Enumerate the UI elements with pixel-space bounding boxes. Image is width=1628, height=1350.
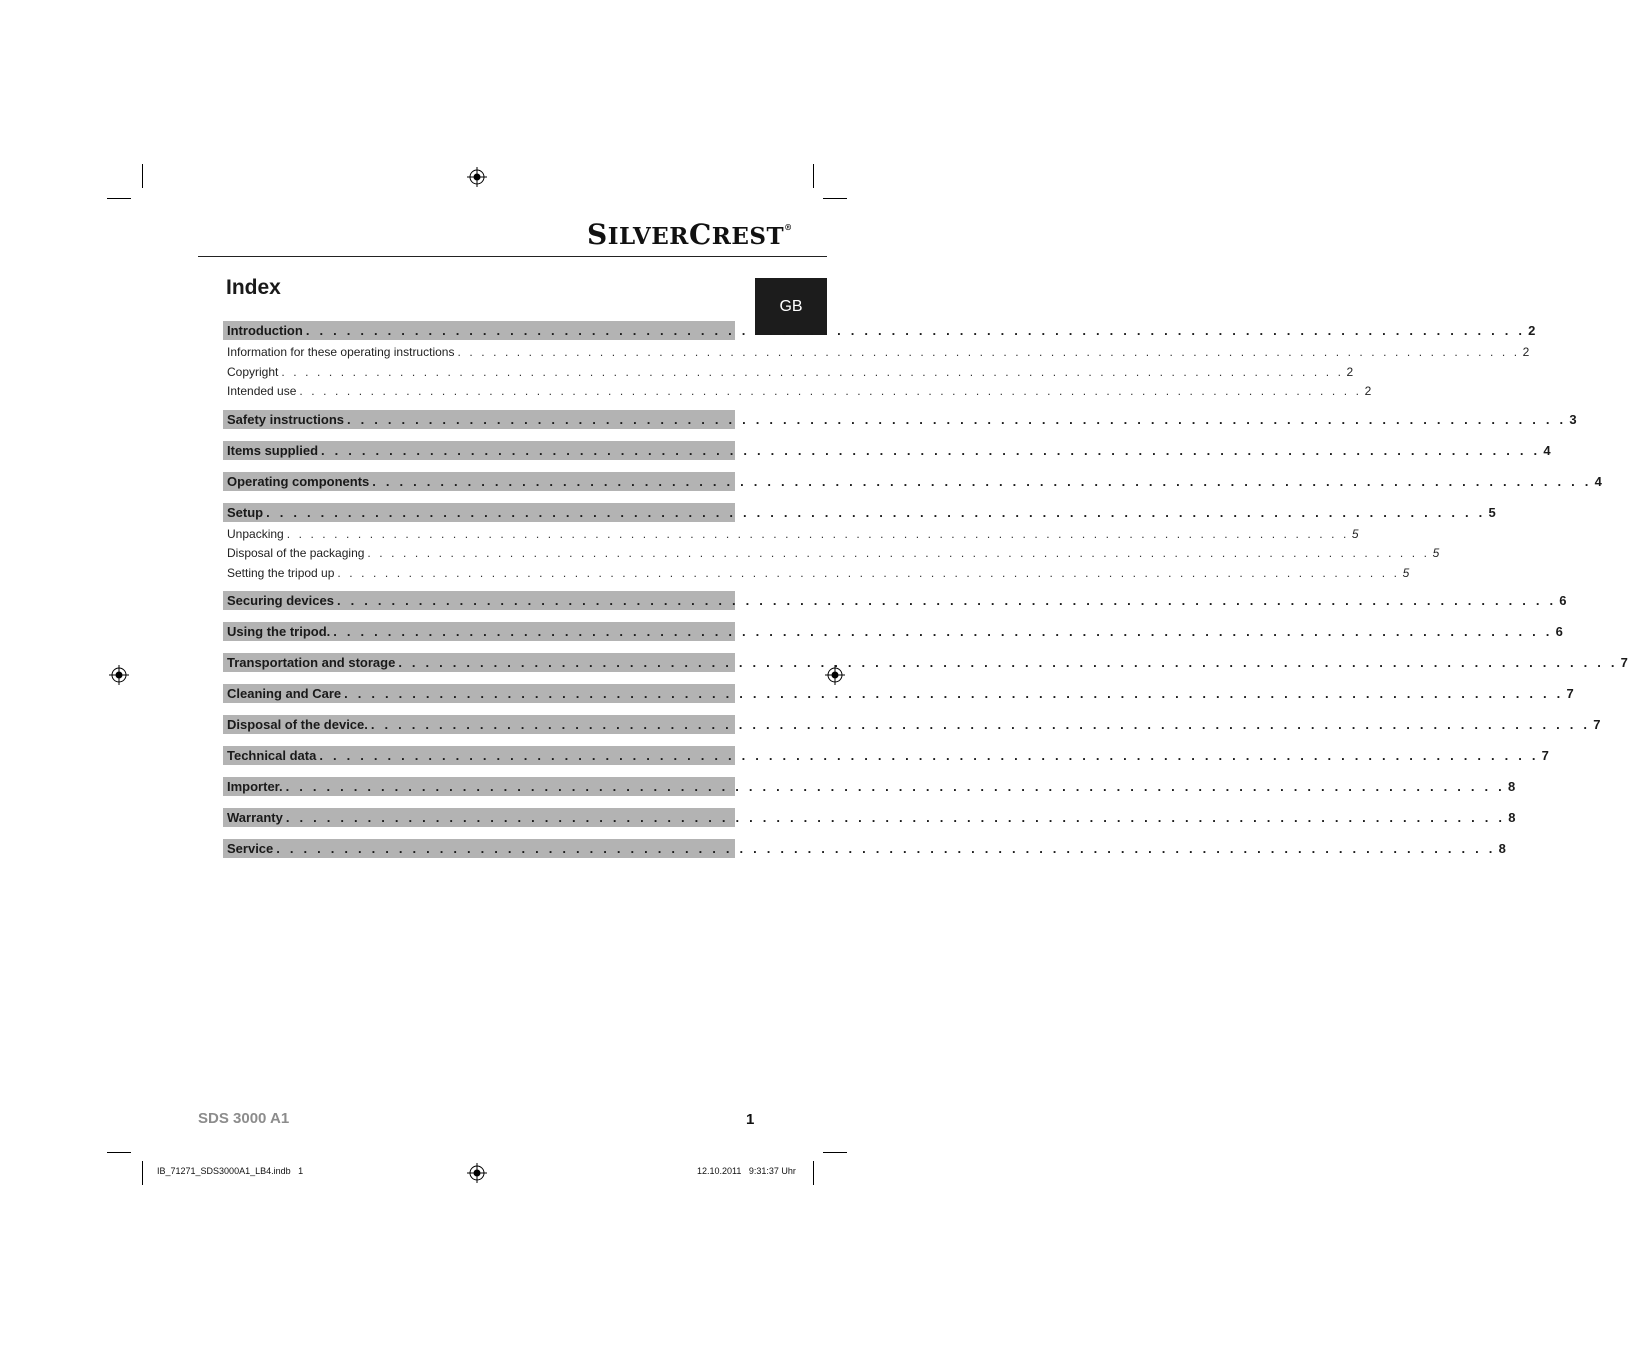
registered-mark: ® [784,222,793,232]
toc-section-entry[interactable] [223,441,1551,460]
toc-page-number: 3 [1569,411,1577,427]
print-slug-date: 12.10.2011 9:31:37 Uhr [697,1166,796,1176]
brand-text: REST [711,223,785,250]
toc-leader-dots: . . . . . . . . . . . . . . . . . . . . . . . . . . . . . . . . . . . . . . . . . . . . . . . . . . . . . . . . . . . . . . . . . . . . . . . . . . . . . . . . . . . . . . . . . . [370,717,1591,732]
toc-leader-dots: . . . . . . . . . . . . . . . . . . . . . . . . . . . . . . . . . . . . . . . . . . . . . . . . . . . . . . . . . . . . . . . . . . . . . . . . . . . . . . . . . . . . . . . . . . [286,526,1349,541]
registration-mark-icon [109,665,129,685]
toc-leader-dots: . . . . . . . . . . . . . . . . . . . . . . . . . . . . . . . . . . . . . . . . . . . . . . . . . . . . . . . . . . . . . . . . . . . . . . . . . . . . . . . . . . . . . . . . . . [372,473,1592,489]
toc-leader-dots: . . . . . . . . . . . . . . . . . . . . . . . . . . . . . . . . . . . . . . . . . . . . . . . . . . . . . . . . . . . . . . . . . . . . . . . . . . . . . . . . . . . . . . . . . . [347,411,1567,427]
toc-page-number: 5 [1488,504,1496,520]
toc-page-number: 7 [1593,717,1601,732]
toc-page-number: 2 [1528,323,1536,338]
toc-page-number: 4 [1594,473,1602,489]
toc-page-number: 2 [1346,364,1354,379]
brand-letter: S [587,218,608,251]
toc-section-entry[interactable] [223,591,1567,610]
toc-section-entry[interactable] [223,410,1577,429]
toc-section-label: Importer. [227,779,283,794]
toc-page-number: 5 [1402,565,1410,580]
crop-mark [107,1152,131,1153]
toc-leader-dots: . . . . . . . . . . . . . . . . . . . . . . . . . . . . . . . . . . . . . . . . . . . . . . . . . . . . . . . . . . . . . . . . . . . . . . . . . . . . . . . . . . . . . . . . . . [285,779,1505,794]
page-number: 1 [746,1111,755,1128]
page-title: Index [226,276,281,299]
toc-subsection-entry[interactable] [223,343,1530,363]
header-divider [198,256,827,257]
toc-section-label: Transportation and storage [227,655,396,670]
toc-subsection-group [223,340,1530,402]
toc-subsection-label: Intended use [227,384,297,398]
toc-page-number: 7 [1620,655,1628,670]
toc-page-number: 8 [1507,779,1516,794]
toc-page-number: 8 [1498,841,1506,856]
toc-section-entry[interactable] [223,715,1601,734]
toc-section-label: Introduction [227,323,303,338]
toc-page-number: 4 [1543,442,1551,458]
toc-page-number: 6 [1555,624,1563,639]
toc-section-entry[interactable] [223,472,1602,491]
toc-subsection-entry[interactable] [223,525,1359,545]
toc-page-number: 8 [1508,810,1516,825]
language-tab: GB [755,278,827,335]
toc-subsection-label: Copyright [227,364,279,379]
toc-subsection-entry[interactable] [223,544,1440,564]
toc-page-number: 2 [1522,345,1530,359]
toc-subsection-label: Unpacking [227,526,284,541]
crop-mark [813,1161,814,1185]
toc-section-label: Technical data [227,748,317,763]
toc-section-entry[interactable] [223,653,1628,672]
toc-leader-dots: . . . . . . . . . . . . . . . . . . . . . . . . . . . . . . . . . . . . . . . . . . . . . . . . . . . . . . . . . . . . . . . . . . . . . . . . . . . . . . . . . . . . . . . . . . [333,624,1553,639]
registration-mark-icon [467,1163,487,1183]
toc-leader-dots: . . . . . . . . . . . . . . . . . . . . . . . . . . . . . . . . . . . . . . . . . . . . . . . . . . . . . . . . . . . . . . . . . . . . . . . . . . . . . . . . . . . . . . . . . . [321,442,1541,458]
registration-mark-icon [467,167,487,187]
toc-page-number: 5 [1351,526,1359,541]
table-of-contents [223,321,1628,858]
toc-subsection-entry[interactable] [223,382,1372,402]
toc-subsection-entry[interactable] [223,363,1354,383]
toc-section-entry[interactable] [223,746,1549,765]
toc-leader-dots: . . . . . . . . . . . . . . . . . . . . . . . . . . . . . . . . . . . . . . . . . . . . . . . . . . . . . . . . . . . . . . . . . . . . . . . . . . . . . . . . . . . . . . . . . . [344,686,1564,701]
toc-subsection-label: Disposal of the packaging [227,546,365,560]
toc-section-label: Safety instructions [227,411,345,427]
toc-section-entry[interactable] [223,321,1536,340]
toc-page-number: 7 [1541,748,1549,763]
toc-leader-dots: . . . . . . . . . . . . . . . . . . . . . . . . . . . . . . . . . . . . . . . . . . . . . . . . . . . . . . . . . . . . . . . . . . . . . . . . . . . . . . . . . . . . . . . . . . [305,323,1526,338]
crop-mark [823,198,847,199]
toc-section-entry[interactable] [223,839,1506,858]
toc-leader-dots: . . . . . . . . . . . . . . . . . . . . . . . . . . . . . . . . . . . . . . . . . . . . . . . . . . . . . . . . . . . . . . . . . . . . . . . . . . . . . . . . . . . . . . . . . . [398,655,1618,670]
toc-section-entry[interactable] [223,684,1574,703]
toc-section-label: Items supplied [227,442,319,458]
toc-section-label: Warranty [227,810,283,825]
toc-leader-dots: . . . . . . . . . . . . . . . . . . . . . . . . . . . . . . . . . . . . . . . . . . . . . . . . . . . . . . . . . . . . . . . . . . . . . . . . . . . . . . . . . . . . . . . . . . [281,364,1344,379]
toc-leader-dots: . . . . . . . . . . . . . . . . . . . . . . . . . . . . . . . . . . . . . . . . . . . . . . . . . . . . . . . . . . . . . . . . . . . . . . . . . . . . . . . . . . . . . . . . . . [285,810,1506,825]
crop-mark [823,1152,847,1153]
crop-mark [107,198,131,199]
toc-page-number: 6 [1559,593,1567,608]
crop-mark [142,164,143,188]
toc-section-entry[interactable] [223,503,1496,522]
toc-section-entry[interactable] [223,808,1516,827]
crop-mark [813,164,814,188]
toc-section-label: Securing devices [227,593,334,608]
toc-leader-dots: . . . . . . . . . . . . . . . . . . . . . . . . . . . . . . . . . . . . . . . . . . . . . . . . . . . . . . . . . . . . . . . . . . . . . . . . . . . . . . . . . . . . . . . . . . [276,841,1496,856]
brand-logo [587,218,793,252]
toc-section-label: Disposal of the device. [227,717,368,732]
model-number: SDS 3000 A1 [198,1110,290,1127]
toc-section-label: Setup [227,504,264,520]
toc-leader-dots: . . . . . . . . . . . . . . . . . . . . . . . . . . . . . . . . . . . . . . . . . . . . . . . . . . . . . . . . . . . . . . . . . . . . . . . . . . . . . . . . . . . . . . . . . . [457,345,1520,359]
toc-section-label: Service [227,841,274,856]
toc-section-entry[interactable] [223,777,1516,796]
toc-subsection-label: Information for these operating instructions [227,345,455,359]
toc-page-number: 5 [1432,546,1440,560]
toc-leader-dots: . . . . . . . . . . . . . . . . . . . . . . . . . . . . . . . . . . . . . . . . . . . . . . . . . . . . . . . . . . . . . . . . . . . . . . . . . . . . . . . . . . . . . . . . . . [336,593,1557,608]
toc-subsection-label: Setting the tripod up [227,565,335,580]
toc-leader-dots: . . . . . . . . . . . . . . . . . . . . . . . . . . . . . . . . . . . . . . . . . . . . . . . . . . . . . . . . . . . . . . . . . . . . . . . . . . . . . . . . . . . . . . . . . . [319,748,1539,763]
toc-subsection-entry[interactable] [223,564,1410,584]
print-slug-file: IB_71271_SDS3000A1_LB4.indb 1 [157,1166,304,1176]
toc-leader-dots: . . . . . . . . . . . . . . . . . . . . . . . . . . . . . . . . . . . . . . . . . . . . . . . . . . . . . . . . . . . . . . . . . . . . . . . . . . . . . . . . . . . . . . . . . . [299,384,1362,398]
toc-section-entry[interactable] [223,622,1563,641]
crop-mark [142,1161,143,1185]
toc-section-label: Cleaning and Care [227,686,342,701]
toc-leader-dots: . . . . . . . . . . . . . . . . . . . . . . . . . . . . . . . . . . . . . . . . . . . . . . . . . . . . . . . . . . . . . . . . . . . . . . . . . . . . . . . . . . . . . . . . . . [337,565,1400,580]
toc-page-number: 2 [1364,384,1372,398]
toc-subsection-group [223,522,1440,584]
toc-page-number: 7 [1566,686,1574,701]
toc-section-label: Operating components [227,473,370,489]
brand-text: ILVER [607,223,689,250]
toc-leader-dots: . . . . . . . . . . . . . . . . . . . . . . . . . . . . . . . . . . . . . . . . . . . . . . . . . . . . . . . . . . . . . . . . . . . . . . . . . . . . . . . . . . . . . . . . . . [367,546,1430,560]
toc-leader-dots: . . . . . . . . . . . . . . . . . . . . . . . . . . . . . . . . . . . . . . . . . . . . . . . . . . . . . . . . . . . . . . . . . . . . . . . . . . . . . . . . . . . . . . . . . . [266,504,1486,520]
brand-letter: C [688,218,712,251]
toc-section-label: Using the tripod. [227,624,331,639]
